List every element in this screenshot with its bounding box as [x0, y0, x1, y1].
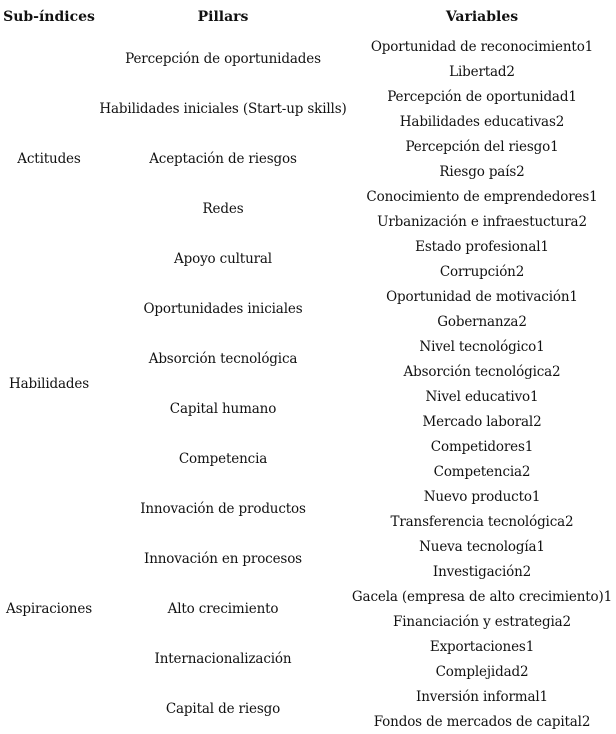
variable-cell: Transferencia tecnológica2	[390, 513, 574, 530]
variable-cell: Investigación2	[432, 563, 532, 580]
header-row	[0, 0, 616, 34]
table-body	[0, 34, 616, 734]
pillar-cell: Percepción de oportunidades	[125, 51, 321, 67]
pillar-cell: Capital de riesgo	[165, 701, 281, 717]
variable-cell: Nuevo producto1	[423, 488, 541, 505]
variable-cell: Corrupción2	[439, 263, 525, 280]
variable-cell: Nivel educativo1	[425, 388, 539, 405]
variable-cell: Nueva tecnología1	[419, 538, 545, 555]
pillar-cell: Apoyo cultural	[174, 251, 272, 267]
header-pillars: Pillars	[197, 9, 249, 25]
variable-cell: Competencia2	[433, 463, 531, 480]
table-header	[0, 0, 616, 34]
header-variables: Variables	[445, 9, 519, 25]
variable-cell: Libertad2	[449, 63, 515, 80]
variable-cell: Oportunidad de motivación1	[386, 288, 578, 305]
variable-cell: Nivel tecnológico1	[419, 338, 545, 355]
variable-cell: Complejidad2	[435, 663, 529, 680]
subindex-cell: Habilidades	[8, 376, 90, 392]
table-row	[0, 484, 616, 509]
variable-cell: Fondos de mercados de capital2	[373, 713, 591, 730]
pillar-cell: Redes	[202, 201, 244, 217]
pillar-cell: Innovación en procesos	[144, 551, 302, 567]
pillar-cell: Alto crecimiento	[167, 601, 279, 617]
pillar-cell: Habilidades iniciales (Start-up skills)	[99, 101, 347, 117]
header-subindices: Sub-índices	[3, 9, 95, 25]
table-row	[0, 284, 616, 309]
pillar-cell: Oportunidades iniciales	[143, 301, 303, 317]
variable-cell: Habilidades educativas2	[399, 113, 565, 130]
variable-cell: Gacela (empresa de alto crecimiento)1	[351, 588, 613, 605]
variable-cell: Mercado laboral2	[422, 413, 542, 430]
table-row	[0, 34, 616, 59]
variable-cell: Exportaciones1	[429, 638, 535, 655]
variable-cell: Urbanización e infraestuctura2	[377, 213, 587, 230]
pillar-cell: Capital humano	[169, 401, 277, 417]
subindex-cell: Aspiraciones	[6, 601, 92, 617]
subindex-cell: Actitudes	[17, 151, 81, 167]
pillar-cell: Internacionalización	[154, 651, 292, 667]
pillar-cell: Aceptación de riesgos	[149, 151, 297, 167]
variable-cell: Inversión informal1	[416, 688, 548, 705]
pillar-cell: Competencia	[178, 451, 268, 467]
variable-cell: Competidores1	[430, 438, 534, 455]
variable-cell: Financiación y estrategia2	[393, 613, 571, 630]
variable-cell: Absorción tecnológica2	[403, 363, 561, 380]
pillar-cell: Absorción tecnológica	[148, 351, 298, 367]
variable-cell: Estado profesional1	[415, 238, 549, 255]
variable-cell: Percepción de oportunidad1	[387, 88, 577, 105]
variable-cell: Percepción del riesgo1	[405, 138, 559, 155]
variable-cell: Conocimiento de emprendedores1	[366, 188, 598, 205]
variable-cell: Oportunidad de reconocimiento1	[370, 38, 594, 55]
variable-cell: Gobernanza2	[437, 313, 527, 330]
variable-cell: Riesgo país2	[439, 163, 525, 180]
pillar-cell: Innovación de productos	[140, 501, 306, 517]
